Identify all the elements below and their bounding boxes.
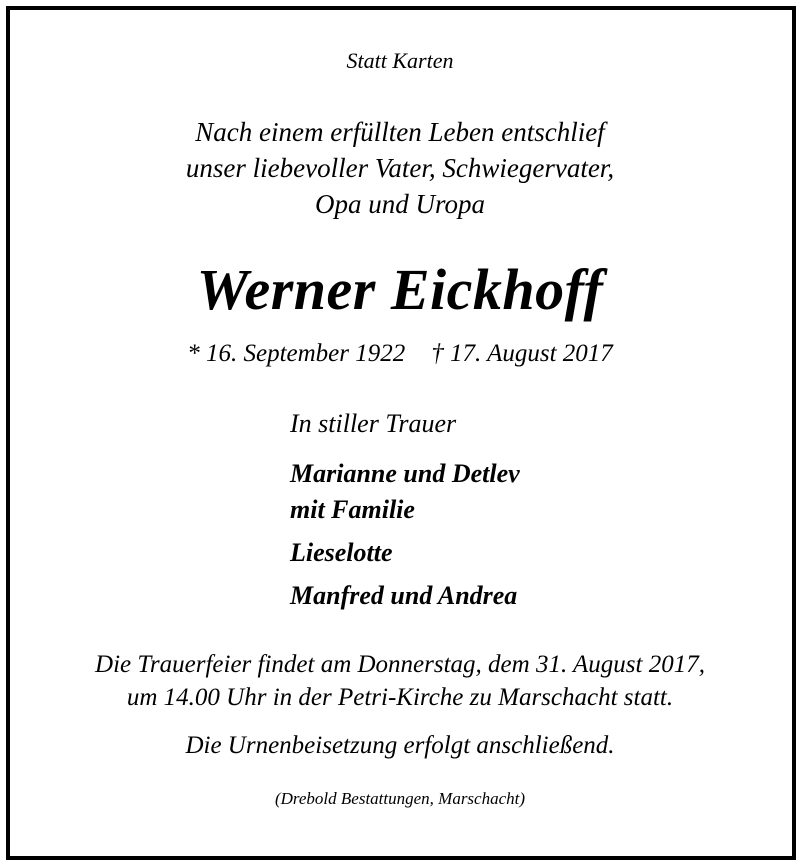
death-date: † 17. August 2017 — [431, 340, 613, 367]
family-entry-line: Manfred und Andrea — [290, 581, 518, 610]
mourning-line: In stiller Trauer — [290, 409, 457, 438]
life-dates — [0, 338, 800, 370]
service-line: um 14.00 Uhr in der Petri-Kirche zu Marschacht statt. — [126, 684, 674, 711]
family-entry-line: mit Familie — [290, 495, 415, 524]
family-list — [290, 456, 520, 621]
birth-date: * 16. September 1922 — [187, 340, 406, 367]
urn-burial-info: Die Urnenbeisetzung erfolgt anschließend. — [185, 732, 615, 759]
family-entry-line: Marianne und Detlev — [290, 459, 520, 488]
intro-line: unser liebevoller Vater, Schwiegervater, — [185, 153, 615, 183]
family-entry — [290, 578, 520, 614]
family-entry-line: Lieselotte — [290, 538, 393, 567]
intro-line: Nach einem erfüllten Leben entschlief — [195, 117, 605, 147]
service-info — [0, 648, 800, 714]
notice-header: Statt Karten — [346, 48, 454, 73]
undertaker-credit: (Drebold Bestattungen, Marschacht) — [274, 789, 526, 808]
intro-text — [0, 114, 800, 222]
service-line: Die Trauerfeier findet am Donnerstag, dem 31. August 2017, — [95, 651, 705, 678]
intro-line: Opa und Uropa — [314, 189, 485, 219]
deceased-name: Werner Eickhoff — [196, 257, 604, 322]
family-entry — [290, 535, 520, 571]
family-entry — [290, 456, 520, 528]
